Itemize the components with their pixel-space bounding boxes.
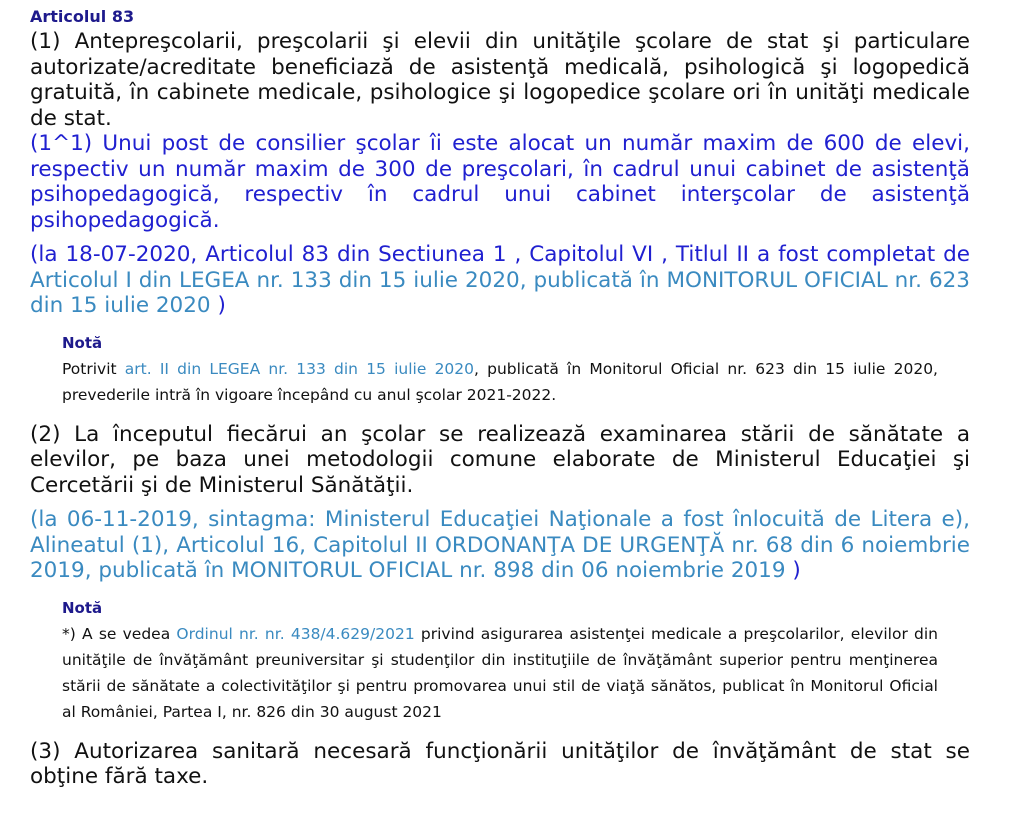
note-block-2: [62, 598, 938, 725]
note-2-prefix: *) A se vedea: [62, 624, 177, 643]
note-2-link[interactable]: Ordinul nr. nr. 438/4.629/2021: [176, 624, 415, 643]
amendment-1-prefix: (la 18-07-2020, Articolul 83 din Sectiunea 1 , Capitolul VI , Titlul II a fost completat de: [30, 242, 970, 267]
spacer: [30, 408, 970, 422]
note-1-link[interactable]: art. II din LEGEA nr. 133 din 15 iulie 2020: [124, 359, 475, 378]
note-1-text: [62, 356, 938, 408]
paragraph-1: (1) Antepreşcolarii, preşcolarii şi elevii din unităţile şcolare de stat şi particulare autorizate/acreditate beneficiază de asistenţă medicală, psihologică şi logopedică gratuită, în cabinete medicale, psihologice şi logopedice şcolare ori în unităţi medicale de stat.: [30, 29, 970, 131]
paragraph-3: (3) Autorizarea sanitară necesară funcţionării unităţilor de învăţământ de stat se obţine fără taxe.: [30, 738, 970, 789]
amendment-note-1: [30, 242, 970, 319]
amendment-2-prefix: (la 06-11-2019, sintagma: Ministerul Educaţiei Naţionale a fost înlocuită de: [30, 507, 871, 532]
amendment-2-suffix: ): [785, 558, 801, 583]
note-block-1: [62, 333, 938, 408]
note-2-title: Notă: [62, 598, 103, 617]
spacer: [30, 725, 970, 739]
amendment-1-link[interactable]: Articolul I din LEGEA nr. 133 din 15 iulie 2020, publicată în MONITORUL OFICIAL nr. 623 din 15 iulie 2020: [30, 267, 970, 318]
paragraph-1-1: (1^1) Unui post de consilier şcolar îi este alocat un număr maxim de 600 de elevi, respectiv un număr maxim de 300 de preşcolari, în cadrul unui cabinet de asistenţă psihopedagogică, respectiv în cadrul unui cabinet interşcolar de asistenţă psihopedagogică.: [30, 131, 970, 233]
note-1-prefix: Potrivit: [62, 359, 125, 378]
amendment-2-link[interactable]: Litera e), Alineatul (1), Articolul 16, Capitolul II ORDONANŢA DE URGENŢĂ nr. 68 din 6 noiembrie 2019, publicată în MONITORUL OFICIAL nr. 898 din 06 noiembrie 2019: [30, 507, 970, 583]
note-1-title: Notă: [62, 333, 103, 352]
note-2-text: [62, 621, 938, 725]
paragraph-2: (2) La începutul fiecărui an şcolar se realizează examinarea stării de sănătate a elevilor, pe baza unei metodologii comune elaborate de Ministerul Educaţiei şi Cercetării şi de Ministerul Sănătăţii.: [30, 421, 970, 498]
note-1-suffix: , publicată în Monitorul Oficial nr. 623 din 15 iulie 2020, prevederile intră în vigoare începând cu anul şcolar 2021-2022.: [62, 359, 938, 404]
article-container: [30, 6, 970, 790]
amendment-1-suffix: ): [210, 293, 226, 318]
amendment-note-2: [30, 507, 970, 584]
note-2-suffix: privind asigurarea asistenţei medicale a preşcolarilor, elevilor din unităţile de învăţământ preuniversitar şi studenţilor din instituţiile de învăţământ superior pentru menţinerea stării de sănătate a colectivităţilor şi pentru promovarea unui stil de viaţă sănătos, publicat în Monitorul Oficial al României, Partea I, nr. 826 din 30 august 2021: [62, 624, 938, 721]
article-title: Articolul 83: [30, 7, 135, 26]
